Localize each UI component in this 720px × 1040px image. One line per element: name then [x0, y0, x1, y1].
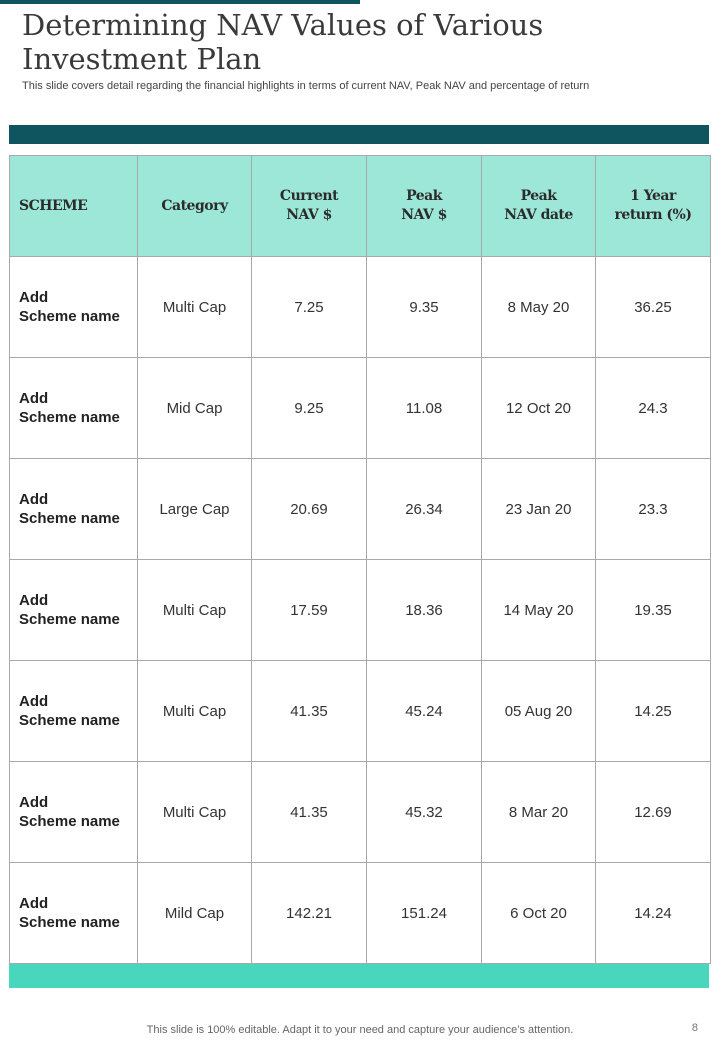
category-cell: Mid Cap — [138, 358, 252, 459]
current-nav-cell: 17.59 — [252, 560, 367, 661]
peak-nav-cell: 11.08 — [367, 358, 482, 459]
footer-note: This slide is 100% editable. Adapt it to your need and capture your audience’s attention. — [146, 1024, 574, 1036]
table-row — [10, 459, 711, 560]
peak-date-cell: 8 Mar 20 — [482, 762, 596, 863]
return-cell: 14.24 — [596, 863, 711, 964]
current-nav-cell: 7.25 — [252, 257, 367, 358]
current-nav-cell: 9.25 — [252, 358, 367, 459]
footer-band — [9, 964, 709, 988]
category-cell: Multi Cap — [138, 560, 252, 661]
peak-date-cell: 14 May 20 — [482, 560, 596, 661]
return-cell: 19.35 — [596, 560, 711, 661]
header-current-nav: Current NAV $ — [252, 156, 367, 257]
peak-nav-cell: 45.32 — [367, 762, 482, 863]
peak-date-cell: 8 May 20 — [482, 257, 596, 358]
page-number: 8 — [691, 1022, 698, 1034]
page-subtitle: This slide covers detail regarding the financial highlights in terms of current NAV, Peak NAV and percentage of return — [22, 80, 590, 92]
peak-nav-cell: 26.34 — [367, 459, 482, 560]
category-cell: Large Cap — [138, 459, 252, 560]
peak-date-cell: 05 Aug 20 — [482, 661, 596, 762]
peak-nav-cell: 18.36 — [367, 560, 482, 661]
current-nav-cell: 20.69 — [252, 459, 367, 560]
peak-nav-cell: 151.24 — [367, 863, 482, 964]
peak-date-cell: 12 Oct 20 — [482, 358, 596, 459]
category-cell: Multi Cap — [138, 661, 252, 762]
scheme-cell: Add Scheme name — [10, 358, 138, 459]
return-cell: 12.69 — [596, 762, 711, 863]
nav-table — [9, 155, 711, 964]
scheme-cell: Add Scheme name — [10, 459, 138, 560]
table-row — [10, 661, 711, 762]
peak-nav-cell: 9.35 — [367, 257, 482, 358]
table-row — [10, 257, 711, 358]
scheme-cell: Add Scheme name — [10, 661, 138, 762]
header-band — [9, 125, 709, 144]
header-scheme: SCHEME — [10, 156, 138, 257]
scheme-cell: Add Scheme name — [10, 560, 138, 661]
table-row — [10, 863, 711, 964]
peak-date-cell: 6 Oct 20 — [482, 863, 596, 964]
peak-date-cell: 23 Jan 20 — [482, 459, 596, 560]
scheme-cell: Add Scheme name — [10, 863, 138, 964]
category-cell: Multi Cap — [138, 762, 252, 863]
category-cell: Mild Cap — [138, 863, 252, 964]
peak-nav-cell: 45.24 — [367, 661, 482, 762]
title-line-2: Investment Plan — [22, 42, 262, 76]
return-cell: 24.3 — [596, 358, 711, 459]
header-category: Category — [138, 156, 252, 257]
return-cell: 14.25 — [596, 661, 711, 762]
header-peak-nav: Peak NAV $ — [367, 156, 482, 257]
title-line-1: Determining NAV Values of Various — [22, 8, 544, 42]
category-cell: Multi Cap — [138, 257, 252, 358]
table-row — [10, 358, 711, 459]
table-row — [10, 560, 711, 661]
table-header-row — [10, 156, 711, 257]
table-row — [10, 762, 711, 863]
page-title — [22, 8, 702, 76]
scheme-cell: Add Scheme name — [10, 762, 138, 863]
scheme-cell: Add Scheme name — [10, 257, 138, 358]
return-cell: 23.3 — [596, 459, 711, 560]
top-accent-bar — [0, 0, 360, 4]
header-one-year-return: 1 Year return (%) — [596, 156, 711, 257]
current-nav-cell: 41.35 — [252, 661, 367, 762]
current-nav-cell: 41.35 — [252, 762, 367, 863]
return-cell: 36.25 — [596, 257, 711, 358]
header-peak-nav-date: Peak NAV date — [482, 156, 596, 257]
current-nav-cell: 142.21 — [252, 863, 367, 964]
